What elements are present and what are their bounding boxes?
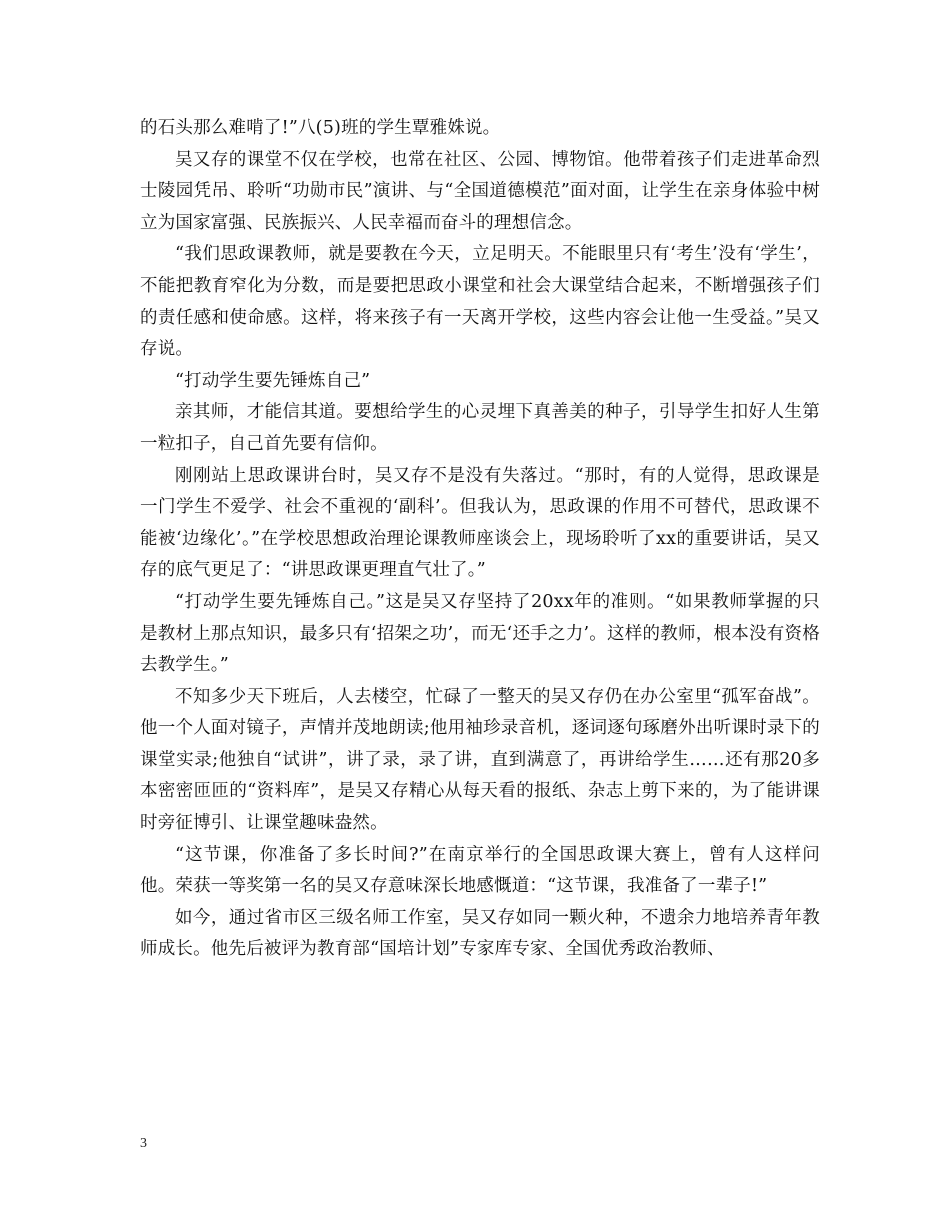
paragraph-continuation: 的石头那么难啃了!”八(5)班的学生覃雅姝说。 [140, 118, 501, 138]
section-heading: “打动学生要先锤炼自己” [175, 370, 371, 391]
body-text [140, 113, 820, 966]
paragraph-quote-teaching: “我们思政课教师，就是要教在今天，立足明天。不能眼里只有‘考生’没有‘学生’，不能把教育窄化为分数，而是要把思政小课堂和社会大课堂结合起来，不断增强孩子们的责任感和使命感。这样，将来孩子有一天离开学校，这些内容会让他一生受益。”吴又存说。 [140, 244, 820, 360]
paragraph-mentoring: 如今，通过省市区三级名师工作室，吴又存如同一颗火种，不遗余力地培养青年教师成长。他先后被评为教育部“国培计划”专家库专家、全国优秀政治教师、 [140, 907, 820, 960]
paragraph-principle: “打动学生要先锤炼自己。”这是吴又存坚持了20xx年的准则。“如果教师掌握的只是教材上那点知识，最多只有‘招架之功’，而无‘还手之力’。这样的教师，根本没有资格去教学生。” [140, 591, 820, 676]
page-number: 3 [140, 1136, 147, 1151]
paragraph-early-career: 刚刚站上思政课讲台时，吴又存不是没有失落过。“那时，有的人觉得，思政课是一门学生不爱学、社会不重视的‘副科’。但我认为，思政课的作用不可替代，思政课不能被‘边缘化’。”在学校思想政治理论课教师座谈会上，现场聆听了xx的重要讲话，吴又存的底气更足了：“讲思政课更理直气壮了。” [140, 465, 820, 581]
paragraph-competition: “这节课，你准备了多长时间?”在南京举行的全国思政课大赛上，曾有人这样问他。荣获一等奖第一名的吴又存意味深长地感慨道：“这节课，我准备了一辈子!” [140, 844, 820, 897]
paragraph-classroom-outside: 吴又存的课堂不仅在学校，也常在社区、公园、博物馆。他带着孩子们走进革命烈士陵园凭吊、聆听“功勋市民”演讲、与“全国道德模范”面对面，让学生在亲身体验中树立为国家富强、民族振兴、人民幸福而奋斗的理想信念。 [140, 149, 820, 233]
paragraph-practice: 不知多少天下班后，人去楼空，忙碌了一整天的吴又存仍在办公室里“孤军奋战”。他一个人面对镜子，声情并茂地朗读;他用袖珍录音机，逐词逐句琢磨外出听课时录下的课堂实录;他独自“试讲”，讲了录，录了讲，直到满意了，再讲给学生……还有那20多本密密匝匝的“资料库”，是吴又存精心从每天看的报纸、杂志上剪下来的，为了能讲课时旁征博引、让课堂趣味盎然。 [140, 686, 820, 834]
paragraph-belief: 亲其师，才能信其道。要想给学生的心灵埋下真善美的种子，引导学生扣好人生第一粒扣子，自己首先要有信仰。 [140, 402, 820, 454]
